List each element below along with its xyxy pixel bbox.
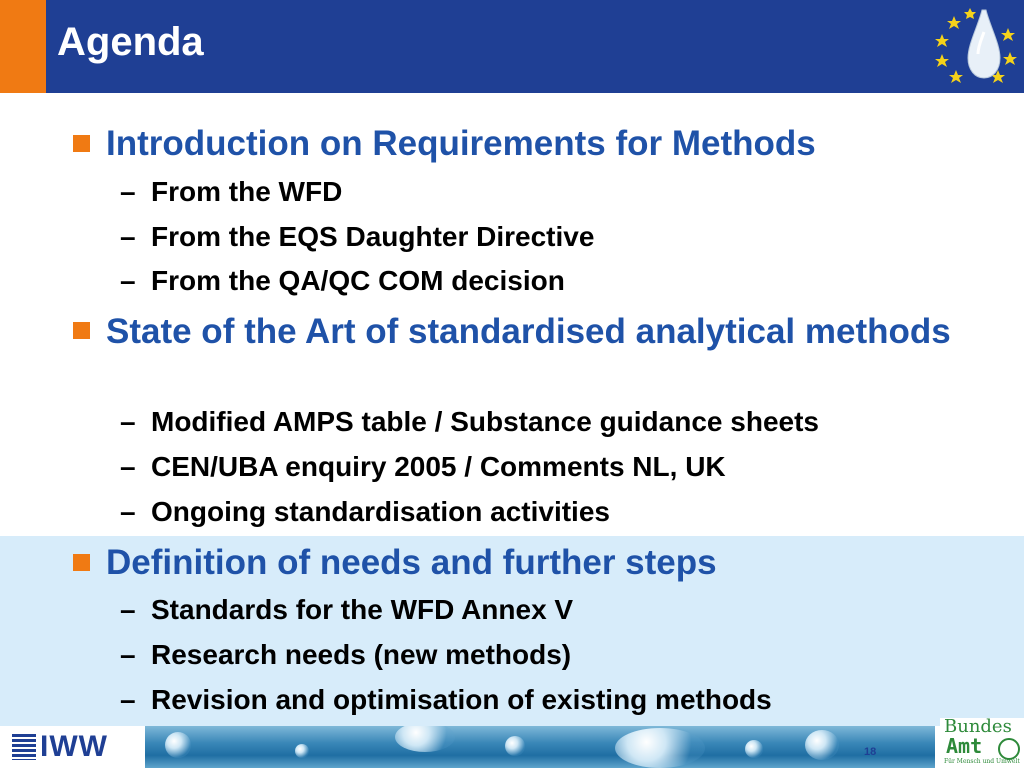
iww-logo	[12, 732, 108, 762]
dash-bullet-icon: –	[120, 176, 136, 207]
slide-title: Agenda	[57, 20, 204, 64]
iww-logo-text: IWW	[40, 730, 108, 763]
orange-square-bullet-icon	[73, 554, 93, 574]
agenda-item-2: State of the Art of standardised analytical methods	[106, 312, 951, 351]
agenda-subitem: Research needs (new methods)	[151, 639, 572, 670]
dash-bullet-icon: –	[120, 684, 136, 715]
agenda-subitem: Revision and optimisation of existing methods	[151, 684, 772, 715]
agenda-subitem: From the EQS Daughter Directive	[151, 221, 595, 252]
uba-logo	[940, 718, 1024, 768]
page-number: 18	[864, 746, 877, 758]
dash-bullet-icon: –	[120, 406, 136, 437]
agenda-subitem: Ongoing standardisation activities	[151, 496, 610, 527]
orange-square-bullet-icon	[73, 135, 93, 155]
dash-bullet-icon: –	[120, 496, 136, 527]
agenda-subitem: CEN/UBA enquiry 2005 / Comments NL, UK	[151, 451, 726, 482]
dash-bullet-icon: –	[120, 265, 136, 296]
iww-wave-icon	[12, 734, 36, 760]
uba-emblem-icon	[998, 738, 1020, 760]
agenda-subitem: Modified AMPS table / Substance guidance sheets	[151, 406, 819, 437]
dash-bullet-icon: –	[120, 639, 136, 670]
dash-bullet-icon: –	[120, 451, 136, 482]
dash-bullet-icon: –	[120, 221, 136, 252]
dash-bullet-icon: –	[120, 594, 136, 625]
agenda-subitem: Standards for the WFD Annex V	[151, 594, 574, 625]
uba-logo-line2: Amt	[946, 734, 983, 758]
uba-logo-line1: Bundes	[944, 716, 1012, 737]
water-splash-image	[145, 726, 935, 768]
uba-logo-line3: Für Mensch und Umwelt	[944, 758, 1020, 765]
agenda-subitem: From the WFD	[151, 176, 343, 207]
orange-square-bullet-icon	[73, 322, 93, 342]
agenda-item-1: Introduction on Requirements for Methods	[106, 124, 816, 163]
agenda-subitem: From the QA/QC COM decision	[151, 265, 565, 296]
agenda-item-3: Definition of needs and further steps	[106, 543, 717, 582]
